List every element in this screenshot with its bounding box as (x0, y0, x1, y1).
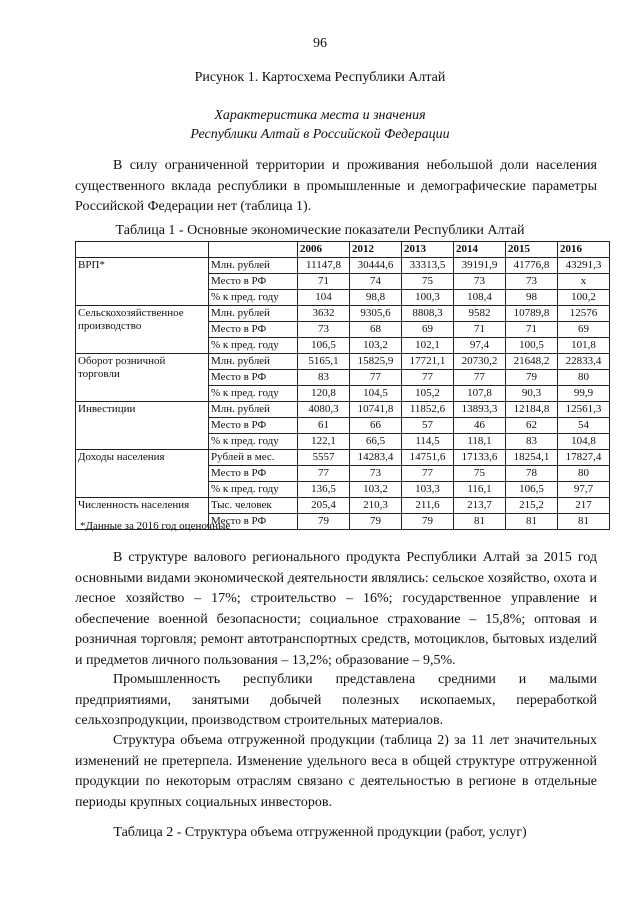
value-cell: 90,3 (506, 386, 558, 402)
value-cell: 57 (402, 418, 454, 434)
value-cell: 211,6 (402, 498, 454, 514)
value-cell: 98,8 (350, 290, 402, 306)
unit-label: % к пред. году (209, 386, 298, 402)
unit-label: Млн. рублей (209, 354, 298, 370)
unit-label: % к пред. году (209, 290, 298, 306)
value-cell: 12576 (558, 306, 610, 322)
value-cell: 74 (350, 274, 402, 290)
year-header: 2014 (454, 242, 506, 258)
value-cell: 81 (558, 514, 610, 530)
value-cell: 10789,8 (506, 306, 558, 322)
paragraph-1 (75, 156, 597, 218)
table-1-note: *Данные за 2016 год оценочные (80, 520, 231, 532)
unit-label: Место в РФ (209, 466, 298, 482)
table-1-title: Таблица 1 - Основные экономические показатели Республики Алтай (115, 223, 525, 238)
value-cell: 30444,6 (350, 258, 402, 274)
unit-label: Млн. рублей (209, 402, 298, 418)
value-cell: 79 (350, 514, 402, 530)
value-cell: x (558, 274, 610, 290)
value-cell: 79 (298, 514, 350, 530)
value-cell: 71 (454, 322, 506, 338)
paragraph-2 (75, 548, 597, 671)
value-cell: 205,4 (298, 498, 350, 514)
value-cell: 98 (506, 290, 558, 306)
value-cell: 11147,8 (298, 258, 350, 274)
year-header: 2012 (350, 242, 402, 258)
unit-label: % к пред. году (209, 338, 298, 354)
value-cell: 8808,3 (402, 306, 454, 322)
unit-label: % к пред. году (209, 482, 298, 498)
indicator-label: Сельскохозяйственное производство (76, 306, 209, 354)
value-cell: 81 (506, 514, 558, 530)
value-cell: 97,7 (558, 482, 610, 498)
value-cell: 103,2 (350, 482, 402, 498)
value-cell: 14751,6 (402, 450, 454, 466)
indicator-label: Инвестиции (76, 402, 209, 450)
section-subtitle (0, 106, 640, 144)
value-cell: 21648,2 (506, 354, 558, 370)
value-cell: 73 (506, 274, 558, 290)
header-blank-unit (209, 242, 298, 258)
value-cell: 108,4 (454, 290, 506, 306)
subtitle-line-2: Республики Алтай в Российской Федерации (190, 127, 450, 142)
unit-label: Рублей в мес. (209, 450, 298, 466)
page-number: 96 (313, 36, 327, 51)
year-header: 2006 (298, 242, 350, 258)
value-cell: 5165,1 (298, 354, 350, 370)
subtitle-line-1: Характеристика места и значения (214, 108, 426, 123)
value-cell: 105,2 (402, 386, 454, 402)
value-cell: 136,5 (298, 482, 350, 498)
value-cell: 100,5 (506, 338, 558, 354)
value-cell: 213,7 (454, 498, 506, 514)
value-cell: 39191,9 (454, 258, 506, 274)
value-cell: 104,5 (350, 386, 402, 402)
value-cell: 104,8 (558, 434, 610, 450)
year-header: 2016 (558, 242, 610, 258)
value-cell: 43291,3 (558, 258, 610, 274)
table-header-row (76, 242, 610, 258)
value-cell: 122,1 (298, 434, 350, 450)
value-cell: 106,5 (506, 482, 558, 498)
value-cell: 12184,8 (506, 402, 558, 418)
table-row (76, 402, 610, 418)
value-cell: 4080,3 (298, 402, 350, 418)
header-blank-indicator (76, 242, 209, 258)
value-cell: 99,9 (558, 386, 610, 402)
indicator-label: Численность населения (76, 498, 209, 530)
value-cell: 69 (558, 322, 610, 338)
value-cell: 79 (402, 514, 454, 530)
value-cell: 79 (506, 370, 558, 386)
value-cell: 77 (350, 370, 402, 386)
value-cell: 13893,3 (454, 402, 506, 418)
paragraph-4-text: Структура объема отгруженной продукции (таблица 2) за 11 лет значительных изменений не претерпела. Изменение удельного веса в общей структуре отгруженной продукции по некоторым отраслям связано с деятельностью в регионе в отдельные периоды крупных социальных инвесторов. (75, 733, 597, 810)
economic-indicators-table (75, 241, 610, 530)
value-cell: 73 (298, 322, 350, 338)
indicator-label: ВРП* (76, 258, 209, 306)
value-cell: 10741,8 (350, 402, 402, 418)
figure-caption: Рисунок 1. Картосхема Республики Алтай (194, 70, 446, 85)
value-cell: 116,1 (454, 482, 506, 498)
value-cell: 71 (298, 274, 350, 290)
value-cell: 69 (402, 322, 454, 338)
unit-label: Тыс. человек (209, 498, 298, 514)
value-cell: 33313,5 (402, 258, 454, 274)
value-cell: 78 (506, 466, 558, 482)
value-cell: 46 (454, 418, 506, 434)
indicator-label: Оборот розничной торговли (76, 354, 209, 402)
value-cell: 22833,4 (558, 354, 610, 370)
paragraph-4 (75, 731, 597, 813)
value-cell: 106,5 (298, 338, 350, 354)
value-cell: 18254,1 (506, 450, 558, 466)
value-cell: 75 (402, 274, 454, 290)
paragraph-3 (75, 670, 597, 732)
value-cell: 73 (350, 466, 402, 482)
value-cell: 103,3 (402, 482, 454, 498)
value-cell: 71 (506, 322, 558, 338)
unit-label: Место в РФ (209, 322, 298, 338)
value-cell: 75 (454, 466, 506, 482)
value-cell: 9305,6 (350, 306, 402, 322)
value-cell: 20730,2 (454, 354, 506, 370)
value-cell: 77 (454, 370, 506, 386)
value-cell: 102,1 (402, 338, 454, 354)
table-row (76, 498, 610, 514)
unit-label: Место в РФ (209, 370, 298, 386)
unit-label: Млн. рублей (209, 306, 298, 322)
unit-label: Место в РФ (209, 514, 298, 530)
value-cell: 73 (454, 274, 506, 290)
year-header: 2013 (402, 242, 454, 258)
value-cell: 103,2 (350, 338, 402, 354)
value-cell: 3632 (298, 306, 350, 322)
value-cell: 100,3 (402, 290, 454, 306)
value-cell: 15825,9 (350, 354, 402, 370)
paragraph-3-text: Промышленность республики представлена средними и малыми предприятиями, занятыми добычей полезных ископаемых, переработкой сельхозпродукции, производством строительных материалов. (75, 672, 597, 728)
value-cell: 68 (350, 322, 402, 338)
value-cell: 14283,4 (350, 450, 402, 466)
paragraph-1-text: В силу ограниченной территории и проживания небольшой доли населения существенного вклада республики в промышленные и демографические параметры Российской Федерации нет (таблица 1). (75, 158, 597, 214)
value-cell: 66 (350, 418, 402, 434)
unit-label: % к пред. году (209, 434, 298, 450)
value-cell: 54 (558, 418, 610, 434)
value-cell: 104 (298, 290, 350, 306)
value-cell: 80 (558, 370, 610, 386)
value-cell: 97,4 (454, 338, 506, 354)
value-cell: 107,8 (454, 386, 506, 402)
value-cell: 101,8 (558, 338, 610, 354)
value-cell: 9582 (454, 306, 506, 322)
value-cell: 114,5 (402, 434, 454, 450)
value-cell: 77 (298, 466, 350, 482)
value-cell: 217 (558, 498, 610, 514)
value-cell: 215,2 (506, 498, 558, 514)
paragraph-2-text: В структуре валового регионального продукта Республики Алтай за 2015 год основными видами экономической деятельности являлись: сельское хозяйство, охота и лесное хозяйство – 17%; строительство – 16%; государственное управление и обеспечение военной безопасности; социальное страхование – 15,8%; оптовая и розничная торговля; ремонт автотранспортных средств, мотоциклов, бытовых изделий и предметов личного пользования – 13,2%; образование – 9,5%. (75, 550, 597, 668)
unit-label: Млн. рублей (209, 258, 298, 274)
value-cell: 120,8 (298, 386, 350, 402)
table-row (76, 354, 610, 370)
value-cell: 61 (298, 418, 350, 434)
value-cell: 118,1 (454, 434, 506, 450)
value-cell: 17827,4 (558, 450, 610, 466)
value-cell: 83 (506, 434, 558, 450)
unit-label: Место в РФ (209, 274, 298, 290)
value-cell: 17133,6 (454, 450, 506, 466)
year-header: 2015 (506, 242, 558, 258)
value-cell: 100,2 (558, 290, 610, 306)
value-cell: 83 (298, 370, 350, 386)
value-cell: 62 (506, 418, 558, 434)
value-cell: 12561,3 (558, 402, 610, 418)
value-cell: 41776,8 (506, 258, 558, 274)
table-2-title: Таблица 2 - Структура объема отгруженной продукции (работ, услуг) (113, 825, 527, 840)
value-cell: 210,3 (350, 498, 402, 514)
value-cell: 5557 (298, 450, 350, 466)
value-cell: 77 (402, 466, 454, 482)
table-row (76, 306, 610, 322)
value-cell: 17721,1 (402, 354, 454, 370)
unit-label: Место в РФ (209, 418, 298, 434)
value-cell: 77 (402, 370, 454, 386)
value-cell: 66,5 (350, 434, 402, 450)
value-cell: 81 (454, 514, 506, 530)
value-cell: 80 (558, 466, 610, 482)
value-cell: 11852,6 (402, 402, 454, 418)
table-row (76, 258, 610, 274)
table-row (76, 450, 610, 466)
indicator-label: Доходы населения (76, 450, 209, 498)
